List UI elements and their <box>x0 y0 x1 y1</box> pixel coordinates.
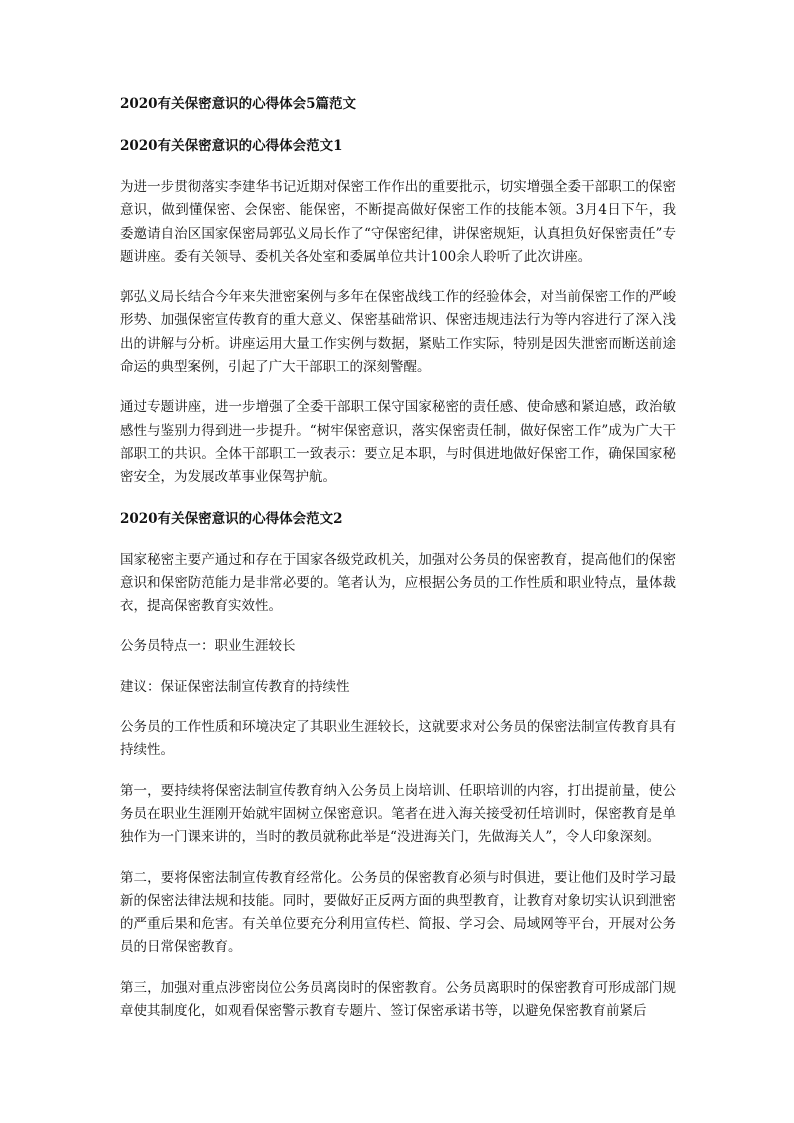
section-1-paragraph-3: 通过专题讲座，进一步增强了全委干部职工保守国家秘密的责任感、使命感和紧迫感，政治敏感性与鉴别力得到进一步提升。“树牢保密意识，落实保密责任制，做好保密工作”成为广大干部职工的共识。全体干部职工一致表示：要立足本职，与时俱进地做好保密工作，确保国家秘密安全，为发展改革事业保驾护航。 <box>120 399 676 486</box>
section-1-paragraph-1: 为进一步贯彻落实李建华书记近期对保密工作作出的重要批示，切实增强全委干部职工的保密意识，做到懂保密、会保密、能保密，不断提高做好保密工作的技能本领。3月4日下午，我委邀请自治区国家保密局郭弘义局长作了“守保密纪律，讲保密规矩，认真担负好保密责任”专题讲座。委有关领导、委机关各处室和委属单位共计100余人聆听了此次讲座。 <box>120 179 676 265</box>
section-1-title: 2020有关保密意识的心得体会范文1 <box>120 138 343 154</box>
document-page <box>120 92 676 1040</box>
section-2-paragraph-4: 第三，加强对重点涉密岗位公务员离岗时的保密教育。公务员离职时的保密教育可形成部门规章使其制度化，如观看保密警示教育专题片、签订保密承诺书等，以避免保密教育前紧后 <box>120 979 676 1020</box>
section-2-paragraph-1: 公务员的工作性质和环境决定了其职业生涯较长，这就要求对公务员的保密法制宣传教育具有持续性。 <box>120 719 676 759</box>
feature-1-label: 公务员特点一：职业生涯较长 <box>120 638 296 655</box>
suggestion-1-label: 建议：保证保密法制宣传教育的持续性 <box>120 678 350 695</box>
section-1-paragraph-2: 郭弘义局长结合今年来失泄密案例与多年在保密战线工作的经验体会，对当前保密工作的严峻形势、加强保密宣传教育的重大意义、保密基础常识、保密违规违法行为等内容进行了深入浅出的讲解与分析。讲座运用大量工作实例与数据，紧贴工作实际，特别是因失泄密而断送前途命运的典型案例，引起了广大干部职工的深刻警醒。 <box>120 289 676 376</box>
section-2-paragraph-2: 第一，要持续将保密法制宣传教育纳入公务员上岗培训、任职培训的内容，打出提前量，使公务员在职业生涯刚开始就牢固树立保密意识。笔者在进入海关接受初任培训时，保密教育是单独作为一门课来讲的，当时的教员就称此举是“没进海关门，先做海关人”，令人印象深刻。 <box>120 782 676 846</box>
section-2-paragraph-3: 第二，要将保密法制宣传教育经常化。公务员的保密教育必须与时俱进，要让他们及时学习最新的保密法律法规和技能。同时，要做好正反两方面的典型教育，让教育对象切实认识到泄密的严重后果和危害。有关单位要充分利用宣传栏、简报、学习会、局域网等平台，开展对公务员的日常保密教育。 <box>120 869 676 956</box>
section-2-intro: 国家秘密主要产通过和存在于国家各级党政机关，加强对公务员的保密教育，提高他们的保密意识和保密防范能力是非常必要的。笔者认为，应根据公务员的工作性质和职业特点，量体裁衣，提高保密教育实效性。 <box>120 551 676 615</box>
section-2-title: 2020有关保密意识的心得体会范文2 <box>120 510 343 527</box>
document-title: 2020有关保密意识的心得体会5篇范文 <box>120 96 356 112</box>
